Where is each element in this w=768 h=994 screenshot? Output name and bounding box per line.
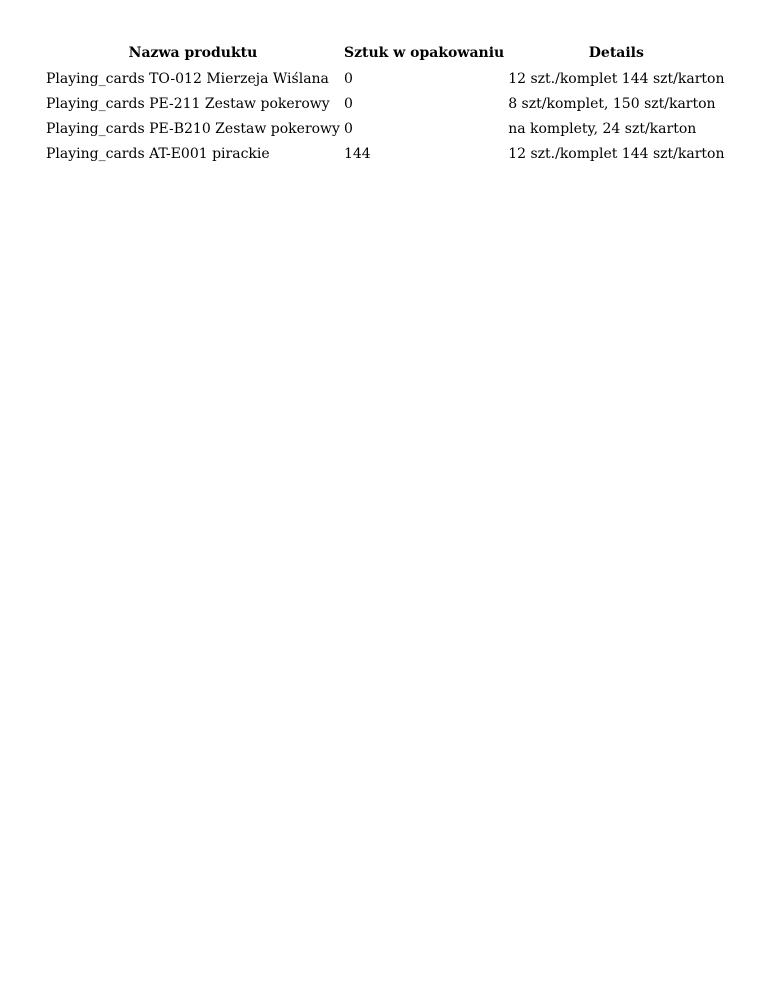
quantity-cell: 144 bbox=[343, 146, 371, 162]
quantity-cell: 0 bbox=[343, 96, 353, 112]
products-table bbox=[44, 42, 726, 167]
column-header-details: Details bbox=[588, 45, 644, 61]
column-header-pieces-per-package: Sztuk w opakowaniu bbox=[343, 45, 505, 61]
header-row bbox=[44, 42, 726, 67]
details-cell: na komplety, 24 szt/karton bbox=[508, 121, 697, 137]
table-row bbox=[44, 92, 726, 117]
details-cell: 8 szt/komplet, 150 szt/karton bbox=[508, 96, 716, 112]
details-cell: 12 szt./komplet 144 szt/karton bbox=[508, 71, 725, 87]
product-name-cell: Playing_cards AT-E001 pirackie bbox=[46, 146, 270, 162]
table-body bbox=[44, 67, 726, 167]
table-row bbox=[44, 142, 726, 167]
table-row bbox=[44, 117, 726, 142]
product-name-cell: Playing_cards PE-B210 Zestaw pokerowy bbox=[46, 121, 340, 137]
quantity-cell: 0 bbox=[343, 121, 353, 137]
product-name-cell: Playing_cards PE-211 Zestaw pokerowy bbox=[46, 96, 330, 112]
table-row bbox=[44, 67, 726, 92]
product-name-cell: Playing_cards TO-012 Mierzeja Wiślana bbox=[46, 71, 329, 87]
details-cell: 12 szt./komplet 144 szt/karton bbox=[508, 146, 725, 162]
quantity-cell: 0 bbox=[343, 71, 353, 87]
table-header bbox=[44, 42, 726, 67]
column-header-product-name: Nazwa produktu bbox=[128, 45, 258, 61]
